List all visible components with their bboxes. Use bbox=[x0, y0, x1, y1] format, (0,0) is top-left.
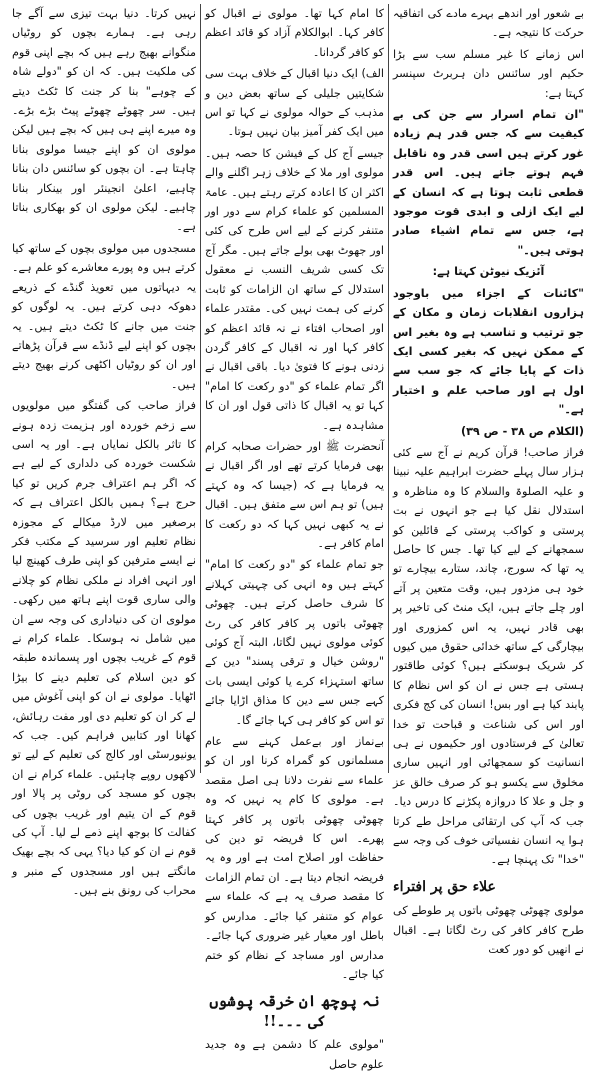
paragraph: "مولوی علم کا دشمن ہے وہ جدید علوم حاصل bbox=[205, 1038, 384, 1071]
paragraph: مسجدوں میں مولوی بچوں کے ساتھ کیا کرتے ہیں وہ پورے معاشرے کو علم ہے۔ یہ دیہاتوں میں تعویذ گنڈے کے ذریعے دھوکہ دہی کرتے ہیں۔ یہ لوگوں کو جنت میں جانے کا ٹکٹ دیتے ہیں۔ یہ بچوں کو اپنے لیے ڈنڈے سے قرآن پڑھاتے اور ان کو روٹیاں اکٹھی کرنے بھیج دیتے ہیں۔ bbox=[12, 241, 196, 391]
paragraph: بے شعور اور اندھے بہرے مادے کی اتفاقیہ حرکت کا نتیجہ ہے۔ bbox=[393, 7, 584, 40]
paragraph: جیسے آج کل کے فیشن کا حصہ ہیں۔ مولوی اور ملا کے خلاف زہر اگلنے والے اکثر ان کا اعادہ کرتے رہتے ہیں۔ عامۃ المسلمین کو علماء کرام سے دور اور متنفر کرنے کے لیے اس طرح کی کئی اور جھوٹ بھی بولے جاتے ہیں۔ مگر آج تک کسی شریف النسب نے معقول استدلال کے ساتھ ان الزامات کو ثابت کرنے کی ہمت نہیں کی۔ مقتدر علماء اور اصحاب افتاء نے نہ قائد اعظم کو کافر کہا اور نہ اقبال کے کافر گردن زدنی ہونے کا فتویٰ دیا۔ باقی اقبال نے اگر تمام علماء کو "دو رکعت کا امام" کہا تو یہ اقبال کا ذاتی قول اور ان کا مشاہدہ ہے۔ bbox=[205, 146, 384, 432]
paragraph: اس زمانے کا غیر مسلم سب سے بڑا حکیم اور سائنس دان ہربرٹ سپنسر کہتا ہے: bbox=[393, 47, 584, 100]
paragraph: کا امام کہا تھا۔ مولوی نے اقبال کو کافر کہا۔ ابوالکلام آزاد کو قائد اعظم کو کافر گردانا۔ bbox=[205, 7, 384, 59]
section-heading: نہ پوچھ ان خرقہ پوشوں کی ۔۔۔!! bbox=[209, 992, 380, 1030]
paragraph: فراز صاحب! قرآن کریم نے آج سے کئی ہزار سال پہلے حضرت ابراہیم علیہ نبینا و علیہ الصلوۃ والسلام کا وہ مناظرہ و استدلال نقل کیا ہے جو انہوں نے بت پرستی و کواکب پرستی کے قائلین کو سمجھانے کے لیے کیا تھا۔ جس کا حاصل یہ تھا کہ سورج، چاند، ستارے بیچارے تو خود ہی مزدور ہیں، وقت متعین پر آتے اور چلے جاتے ہیں، ایک منٹ کی تاخیر پر بھی قادر نہیں، یہ اس کمزوری اور بیچارگی کے ساتھ خدائی حقوق میں کیوں کر شریک ہوسکتے ہیں؟ کوئی طاقتور ہستی ہے جس نے ان کو اس نظام کا پابند کیا ہے اور بس! انسان کی کج فکری اور اس کی شناعت و قباحت تو خدا تعالیٰ کے فرستادوں اور حکیموں نے ہی انسانیت کو سمجھائی اور انہیں ساری مخلوق سے یکسو ہو کر صرف خالق عز و جل و علا کا دروازہ پکڑنے کا درس دیا۔ جب کہ آپ کی ارتقائی مراحل طے کرتا ہوا یہ انسان نفسیاتی خوف کی وجہ سے "خدا" تک پہنچا ہے۔ bbox=[393, 445, 584, 867]
column-middle bbox=[200, 4, 384, 1071]
quote: "کائنات کے اجزاء میں باوجود ہزاروں انقلابات زمان و مکان کے جو ترتیب و تناسب ہے وہ بغیر اس کے ممکن نہیں کہ بغیر کسی ایک ذات کے پایا جائے کہ جو سب سے اول ہے اور صاحب علم و اختیار ہے۔" bbox=[393, 286, 584, 417]
paragraph: فراز صاحب کی گفتگو میں مولویوں سے زخم خوردہ اور ہزیمت زدہ ہونے کا تاثر بالکل نمایاں ہے۔ اور یہ اسی شکست خوردہ کی دلداری کے لیے ہے کہ اگر ہم اعتراف جرم کریں تو کیا حرج ہے؟ ہمیں بالکل اعتراف ہے کہ برصغیر میں لارڈ میکالے کے مجوزہ نظام تعلیم اور سرسید کے مکتب فکر نے ایسے مترفین کو اپنی طرف کھینچ لیا اور انہی افراد نے ملکی نظام کو چلانے والی ساری قوت اپنے ہاتھ میں رکھی۔ مولوی ان کی دنیاداری کی وجہ سے ان میں شامل نہ ہوسکا۔ علماء کرام نے قوم کے غریب بچوں اور پسماندہ طبقہ کو دین اسلام کی تعلیم دینے کا بیڑا اٹھایا۔ مولوی نے ان کو اپنی آغوش میں لے کر ان کو تعلیم دی اور مفت رہائش، کھانا اور کتابیں فراہم کیں۔ جب کہ یونیورسٹی اور کالج کی تعلیم کے لیے تو لاکھوں روپے چاہئیں۔ علماء کرام نے ان بچوں کو مسجد کی روٹی پر پالا اور قوم کے ان یتیم اور غریب بچوں کی کفالت کا بوجھ اپنے ذمے لے لیا۔ آپ کی قوم نے ان کو کیا دیا؟ یہی کہ بچے بھیک مانگتے ہیں اور مسجدوں کے منبر و محراب کی رونق بنے ہیں۔ bbox=[12, 399, 196, 898]
paragraph: مولوی چھوٹی چھوٹی باتوں پر طوطے کی طرح کافر کافر کی رٹ لگاتا ہے۔ اقبال نے انھیں کو دور کعت bbox=[393, 904, 584, 957]
paragraph: آنحضرت ﷺ اور حضرات صحابہ کرام بھی فرمایا کرتے تھے اور اگر اقبال نے یہ فرمایا ہے کہ (جیسا کہ وہ کہتے ہیں) تو ہم اس سے متفق ہیں۔ اقبال نے یہ کبھی نہیں کہا کہ دو رکعت کا امام کافر ہے۔ bbox=[205, 439, 384, 550]
paragraph: جو تمام علماء کو "دو رکعت کا امام" کہتے ہیں وہ انہی کی چہیتی کہلانے کا شرف حاصل کرتے ہیں۔ چھوٹی چھوٹی باتوں پر کافر کافر کی رٹ کوئی مولوی نہیں لگاتا، البتہ آج کوئی "روشن خیال و ترقی پسند" دین کے ساتھ استہزاء کرے یا کوئی ایسی بات کہے جس سے دین کا مذاق اڑایا جائے تو اس کو کافر ہی کہا جائے گا۔ bbox=[205, 558, 384, 727]
reference: (الکلام ص ۳۸ - ص ۳۹) bbox=[460, 424, 584, 438]
paragraph: بےنماز اور بےعمل کہنے سے عام مسلمانوں کو گمراہ کرنا اور ان کو علماء سے نفرت دلانا ہی اصل مقصد ہے۔ مولوی کا کام یہ نہیں کہ وہ چھوٹی چھوٹی باتوں پر کافر کہتا پھرے۔ اس کا فریضہ تو دین کی حفاظت اور اصلاح امت ہے اور وہ یہ فریضہ انجام دیتا ہے۔ ان تمام الزامات کا مقصد صرف یہ ہے کہ علماء سے عوام کو متنفر کیا جائے۔ مدارس کو باطل اور معیار غیر ضروری کہا جائے۔ مدارس اور مساجد کے نظام کو ختم کیا جائے۔ bbox=[205, 735, 384, 981]
paragraph: الف) ایک دنیا اقبال کے خلاف بہت سی شکایتیں جلیلی کے ساتھ بعض دین و مذہب کے حوالہ مولوی نے کہا تو اس میں ایک کفر آمیز بیان نہیں ہوتا۔ bbox=[205, 67, 384, 139]
section-heading: علاء حق پر افتراء bbox=[393, 878, 496, 895]
paragraph: آئزیک نیوٹن کہتا ہے: bbox=[432, 265, 545, 279]
column-right bbox=[388, 4, 584, 957]
paragraph: نہیں کرتا۔ دنیا بہت تیزی سے آگے جا رہی ہے۔ ہمارے بچوں کو روٹیاں منگوانے بھیج رہے ہیں کہ بچے اپنی قوم کی ملکیت ہیں۔ کہ ان کو "دولے شاہ کے چوہے" بنا کر جنت کا ٹکٹ دیتے ہیں۔ سر چھوٹے چھوٹے پیٹ بڑے بڑے۔ وہ میرے اپنے ہی ہیں کہ بچے ہیں لیکن مولوی ان کو اپنے جیسا مولوی بنانا چاہتا ہے۔ ان بچوں کو سائنس دان بنانا چاہیے، اعلیٰ انجینئر اور بینکار بنانا چاہیے۔ لیکن مولوی ان کو بھکاری بناتا ہے۔ bbox=[12, 7, 196, 234]
quote: "ان تمام اسرار سے جن کی بے کیفیت سے کہ جس قدر ہم زیادہ غور کرتے ہیں اسی قدر وہ ناقابل فہم ہوتے جاتے ہیں۔ اس قدر قطعی ثابت ہوتا ہے کہ انسان کے لیے ایک ازلی و ابدی قوت موجود ہے، جس سے تمام اشیاء صادر ہوتی ہیں۔" bbox=[393, 108, 584, 257]
column-left bbox=[12, 4, 196, 898]
